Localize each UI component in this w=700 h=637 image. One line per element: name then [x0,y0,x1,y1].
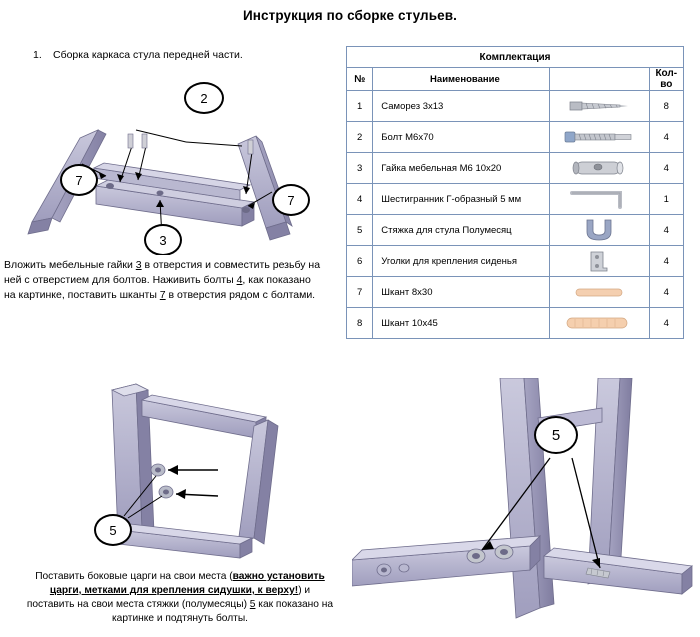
bolt-icon [549,122,649,153]
table-row [347,277,684,308]
callout-5-left: 5 [94,514,132,546]
barrel-nut-icon [549,153,649,184]
row-qty: 4 [649,122,683,153]
column-header-image [549,68,649,91]
crescent-bracket-icon [549,215,649,246]
ref-5: 5 [249,599,256,610]
parts-table [346,46,684,339]
table-header-main-row [347,47,684,68]
table-header-row [347,68,684,91]
row-name: Саморез 3х13 [373,91,549,122]
column-header-no: № [347,68,373,91]
table-row [347,91,684,122]
row-name: Шкант 8х30 [373,277,549,308]
caption2-line-4: картинке и подтянуть болты. [111,613,248,624]
row-qty: 4 [649,246,683,277]
row-name: Уголки для крепления сиденья [373,246,549,277]
row-no: 3 [347,153,373,184]
row-name: Гайка мебельная М6 10х20 [373,153,549,184]
table-row [347,215,684,246]
row-qty: 4 [649,308,683,339]
row-name: Стяжка для стула Полумесяц [373,215,549,246]
row-no: 6 [347,246,373,277]
caption-line-2: ней с отверстием для болтов. Наживить болты 4, как показано [4,274,311,286]
row-no: 7 [347,277,373,308]
screw-icon [549,91,649,122]
table-row [347,246,684,277]
row-name: Шкант 10х45 [373,308,549,339]
table-row [347,122,684,153]
callout-7-left: 7 [60,164,98,196]
caption2-line-1: Поставить боковые царги на свои места (важно установить [35,571,325,582]
caption-step-1 [4,258,338,303]
callout-7-right: 7 [272,184,310,216]
step-1-label: Сборка каркаса стула передней части. [53,49,243,61]
table-header-main: Комплектация [347,47,684,68]
row-qty: 4 [649,153,683,184]
row-qty: 8 [649,91,683,122]
callout-3: 3 [144,224,182,255]
page-title: Инструкция по сборке стульев. [243,8,457,23]
caption-step-2 [10,570,350,626]
table-row [347,153,684,184]
row-no: 5 [347,215,373,246]
ref-3: 3 [135,259,142,271]
column-header-qty: Кол-во [649,68,683,91]
table-row [347,308,684,339]
dowel-small-icon [549,277,649,308]
dowel-large-icon [549,308,649,339]
corner-bracket-icon [549,246,649,277]
row-no: 4 [347,184,373,215]
row-no: 8 [347,308,373,339]
table-row [347,184,684,215]
caption-line-3: на картинке, поставить шканты 7 в отверстия рядом с болтами. [4,289,316,301]
row-qty: 4 [649,215,683,246]
side-rail-right-diagram [352,378,696,633]
row-qty: 4 [649,277,683,308]
row-no: 2 [347,122,373,153]
row-no: 1 [347,91,373,122]
callout-2: 2 [184,82,224,114]
step-1-number: 1. [33,49,42,61]
column-header-name: Наименование [373,68,549,91]
front-frame-assembly-diagram [10,60,335,255]
row-name: Шестигранник Г-образный 5 мм [373,184,549,215]
side-rail-left-diagram [6,378,346,568]
callout-5-right: 5 [534,416,578,454]
row-name: Болт М6х70 [373,122,549,153]
caption2-line-3: поставить на свои места стяжки (полумесяцы) 5 как показано на [26,599,334,610]
row-qty: 1 [649,184,683,215]
ref-4: 4 [236,274,243,286]
ref-7: 7 [159,289,166,301]
hex-key-icon [549,184,649,215]
caption-line-1: Вложить мебельные гайки 3 в отверстия и совместить резьбу на [4,259,321,271]
caption2-line-2: царги, метками для крепления сидушки, к верху!) и [49,585,311,596]
